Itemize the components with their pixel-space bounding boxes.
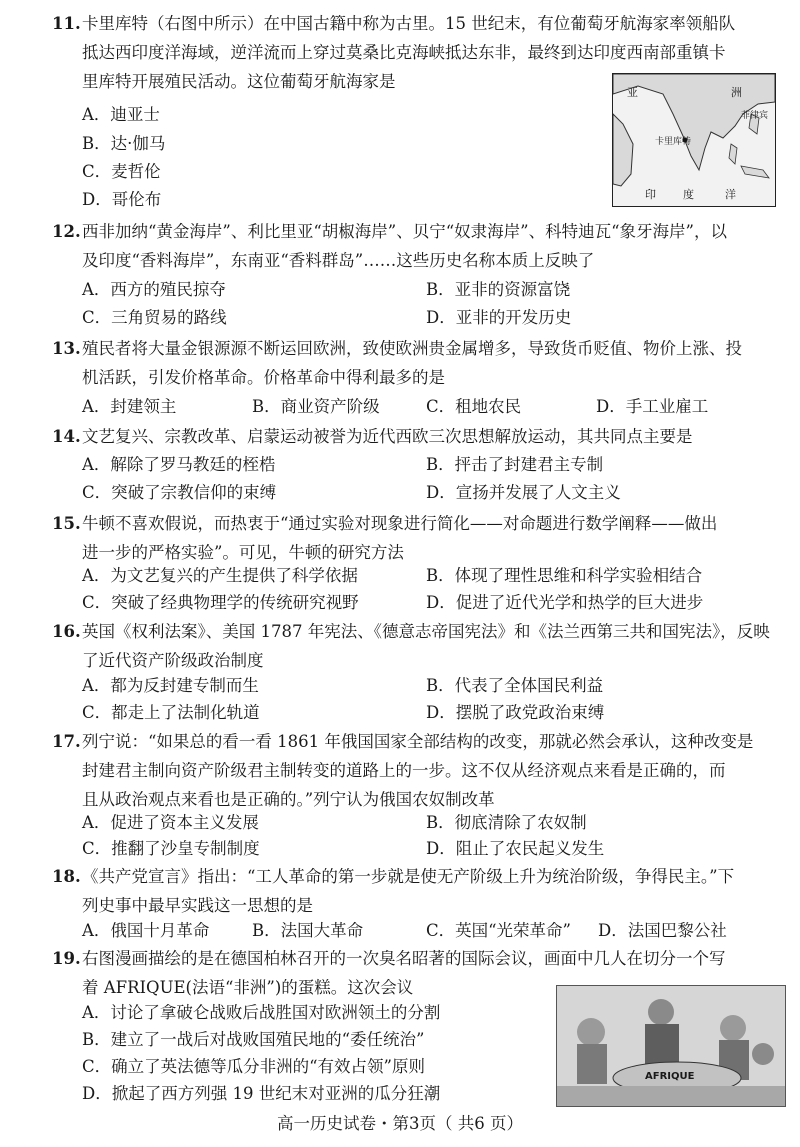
option-b: B．代表了全体国民利益 xyxy=(426,676,604,695)
question-text: 文艺复兴、宗教改革、启蒙运动被誉为近代西欧三次思想解放运动，其共同点主要是 xyxy=(82,427,693,446)
question-text: 卡里库特（右图中所示）在中国古籍中称为古里。15 世纪末，有位葡萄牙航海家率领船队 xyxy=(82,14,736,33)
question-text: 右图漫画描绘的是在德国柏林召开的一次臭名昭著的国际会议，画面中几人在切分一个写 xyxy=(82,949,726,968)
question-number: 19. xyxy=(52,949,81,968)
question-number: 16. xyxy=(52,622,81,641)
question-number: 12. xyxy=(52,222,81,241)
option-a: A．解除了罗马教廷的桎梏 xyxy=(82,455,276,474)
question-16 xyxy=(52,617,792,675)
question-text: 封建君主制向资产阶级君主制转变的道路上的一步。这不仅从经济观点来看是正确的，而 xyxy=(82,761,726,780)
question-14 xyxy=(52,422,792,451)
option-b: B．建立了一战后对战败国殖民地的“委任统治” xyxy=(82,1030,425,1049)
map-label-asia-2: 洲 xyxy=(731,86,742,99)
map-label-indian-3: 洋 xyxy=(725,188,736,201)
map-figure xyxy=(612,73,776,207)
question-13 xyxy=(52,334,792,392)
question-text: 殖民者将大量金银源源不断运回欧洲，致使欧洲贵金属增多，导致货币贬值、物价上涨、投 xyxy=(82,339,742,358)
question-number: 18. xyxy=(52,867,81,886)
question-text: 机活跃，引发价格革命。价格革命中得利最多的是 xyxy=(82,368,445,387)
question-text: 列宁说：“如果总的看一看 1861 年俄国国家全部结构的改变，那就必然会承认，这种改变是 xyxy=(82,732,754,751)
option-c: C．突破了宗教信仰的束缚 xyxy=(82,483,277,502)
option-d: D．摆脱了政党政治束缚 xyxy=(426,703,605,722)
option-b: B．体现了理性思维和科学实验相结合 xyxy=(426,566,703,585)
question-text: 及印度“香料海岸”，东南亚“香料群岛”……这些历史名称本质上反映了 xyxy=(82,251,595,270)
option-c: C．租地农民 xyxy=(426,397,522,416)
question-number: 14. xyxy=(52,427,81,446)
question-number: 15. xyxy=(52,514,81,533)
option-b: B．达·伽马 xyxy=(82,134,166,153)
question-number: 11. xyxy=(52,14,81,33)
option-c: C．都走上了法制化轨道 xyxy=(82,703,260,722)
page-footer: 高一历史试卷・第3页（ 共6 页） xyxy=(277,1114,523,1133)
question-12 xyxy=(52,217,792,275)
question-text: 进一步的严格实验”。可见，牛顿的研究方法 xyxy=(82,543,404,562)
option-b: B．商业资产阶级 xyxy=(252,397,380,416)
cartoon-label-afrique: AFRIQUE xyxy=(645,1071,695,1082)
option-a: A．为文艺复兴的产生提供了科学依据 xyxy=(82,566,358,585)
question-text: 英国《权利法案》、美国 1787 年宪法、《德意志帝国宪法》和《法兰西第三共和国宪法》，反映 xyxy=(82,622,770,641)
option-d: D．亚非的开发历史 xyxy=(426,308,572,327)
option-c: C．突破了经典物理学的传统研究视野 xyxy=(82,593,359,612)
option-b: B．彻底清除了农奴制 xyxy=(426,813,587,832)
option-a: A．西方的殖民掠夺 xyxy=(82,280,226,299)
question-number: 13. xyxy=(52,339,81,358)
option-d: D．阻止了农民起义发生 xyxy=(426,839,605,858)
option-d: D．宣扬并发展了人文主义 xyxy=(426,483,621,502)
option-c: C．麦哲伦 xyxy=(82,162,161,181)
option-a: A．俄国十月革命 xyxy=(82,921,210,940)
map-label-philippines: 菲律宾 xyxy=(741,111,769,121)
question-text: 里库特开展殖民活动。这位葡萄牙航海家是 xyxy=(82,72,396,91)
question-text: 且从政治观点来看也是正确的。”列宁认为俄国农奴制改革 xyxy=(82,790,495,809)
map-label-asia-1: 亚 xyxy=(627,86,638,99)
option-d: D．促进了近代光学和热学的巨大进步 xyxy=(426,593,704,612)
question-number: 17. xyxy=(52,732,81,751)
option-c: C．确立了英法德等瓜分非洲的“有效占领”原则 xyxy=(82,1057,425,1076)
question-text: 抵达西印度洋海域，逆洋流而上穿过莫桑比克海峡抵达东非，最终到达印度西南部重镇卡 xyxy=(82,43,726,62)
option-b: B．亚非的资源富饶 xyxy=(426,280,571,299)
question-text: 着 AFRIQUE(法语“非洲”)的蛋糕。这次会议 xyxy=(82,978,414,997)
cartoon-figure xyxy=(556,985,786,1107)
option-a: A．迪亚士 xyxy=(82,105,160,124)
option-d: D．法国巴黎公社 xyxy=(598,921,727,940)
question-17 xyxy=(52,727,792,814)
question-18 xyxy=(52,862,792,920)
option-a: A．讨论了拿破仑战败后战胜国对欧洲领土的分割 xyxy=(82,1003,441,1022)
option-c: C．推翻了沙皇专制制度 xyxy=(82,839,260,858)
option-b: B．抨击了封建君主专制 xyxy=(426,455,604,474)
question-text: 牛顿不喜欢假说，而热衷于“通过实验对现象进行简化——对命题进行数学阐释——做出 xyxy=(82,514,718,533)
option-b: B．法国大革命 xyxy=(252,921,364,940)
option-d: D．哥伦布 xyxy=(82,190,162,209)
map-label-indian-1: 印 xyxy=(645,188,656,201)
map-label-calicut: 卡里库特 xyxy=(655,137,692,147)
question-text: 西非加纳“黄金海岸”、利比里亚“胡椒海岸”、贝宁“奴隶海岸”、科特迪瓦“象牙海岸”，以 xyxy=(82,222,727,241)
question-text: 《共产党宣言》指出：“工人革命的第一步就是使无产阶级上升为统治阶级，争得民主。”下 xyxy=(82,867,735,886)
question-15 xyxy=(52,509,792,567)
option-d: D．手工业雇工 xyxy=(596,397,709,416)
option-c: C．三角贸易的路线 xyxy=(82,308,227,327)
option-a: A．封建领主 xyxy=(82,397,177,416)
option-d: D．掀起了西方列强 19 世纪末对亚洲的瓜分狂潮 xyxy=(82,1084,441,1103)
option-c: C．英国“光荣革命” xyxy=(426,921,571,940)
option-a: A．都为反封建专制而生 xyxy=(82,676,259,695)
option-a: A．促进了资本主义发展 xyxy=(82,813,259,832)
question-text: 列史事中最早实践这一思想的是 xyxy=(82,896,313,915)
question-text: 了近代资产阶级政治制度 xyxy=(82,651,264,670)
map-label-indian-2: 度 xyxy=(683,188,694,201)
cartoon-drawing xyxy=(557,986,785,1106)
